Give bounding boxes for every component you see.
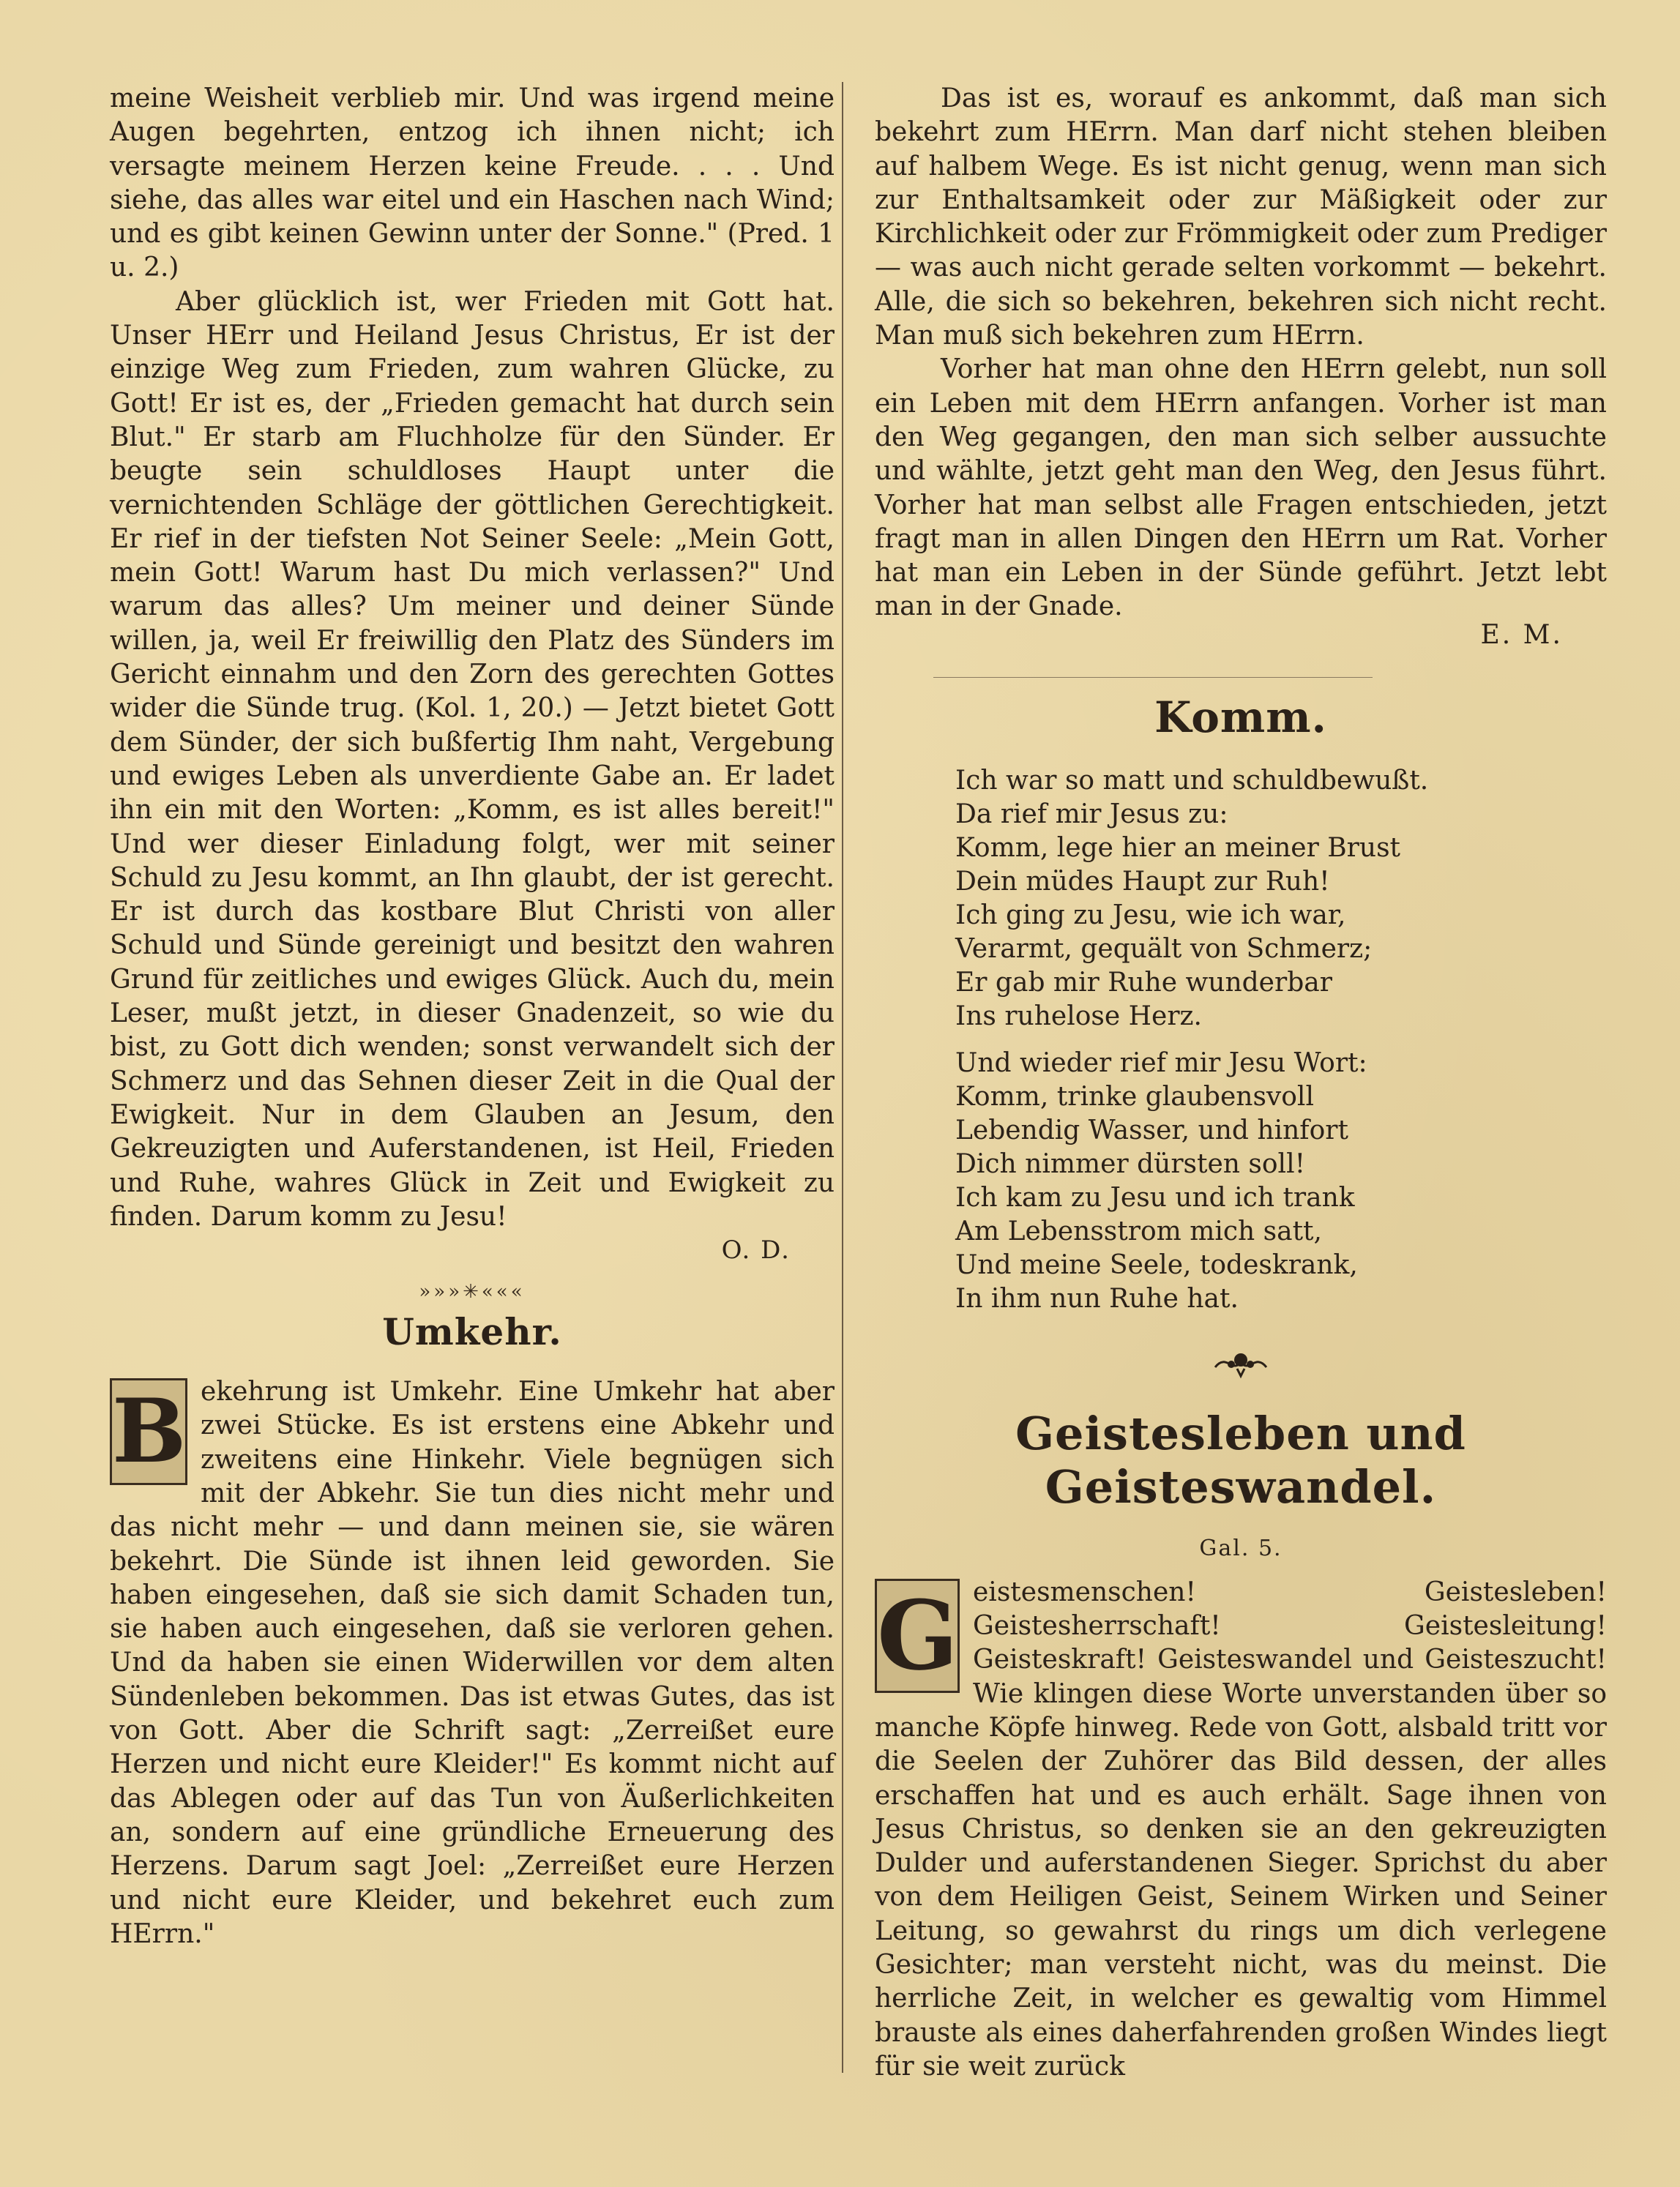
signature-em: E. M. bbox=[1480, 619, 1563, 650]
ornament-divider: »»»✳««« bbox=[419, 1281, 526, 1304]
flower-ornament-icon bbox=[875, 1345, 1607, 1382]
signature-od: O. D. bbox=[721, 1235, 791, 1266]
poem-line: Lebendig Wasser, und hinfort bbox=[955, 1115, 1348, 1145]
poem-line: Ich kam zu Jesu und ich trank bbox=[955, 1182, 1355, 1213]
section-rule bbox=[933, 677, 1373, 678]
scripture-reference: Gal. 5. bbox=[1199, 1535, 1283, 1561]
heading-umkehr: Umkehr. bbox=[382, 1310, 562, 1354]
geist-article bbox=[875, 1576, 1607, 2084]
heading-geistesleben: Geistesleben und Geisteswandel. bbox=[1015, 1406, 1466, 1514]
poem-line: Er gab mir Ruhe wunderbar bbox=[955, 967, 1332, 998]
right-paragraph-1: Das ist es, worauf es ankommt, daß man sich bekehrt zum HErrn. Man darf nicht stehen bleiben auf halbem Wege. Es ist nicht genug, wenn man sich zur Enthaltsamkeit oder zur Mäßigkeit oder zur Kirchlichkeit oder zur Frömmigkeit oder zum Prediger — was auch nicht gerade selten vorkommt — bekehrt. Alle, die sich so bekehren, bekehren sich nicht recht. Man muß sich bekehren zum HErrn. bbox=[875, 83, 1607, 351]
umkehr-article bbox=[110, 1375, 835, 1951]
poem-stanza-2 bbox=[955, 1047, 1607, 1316]
right-paragraph-2: Vorher hat man ohne den HErrn gelebt, nun soll ein Leben mit dem HErrn anfangen. Vorher ist man den Weg gegangen, den man sich selber aussuchte und wählte, jetzt geht man den Weg, den Jesus führt. Vorher hat man selbst alle Fragen entschieden, jetzt fragt man in allen Dingen den HErrn um Rat. Vorher hat man ein Leben in der Sünde geführt. Jetzt lebt man in der Gnade. bbox=[875, 354, 1607, 622]
poem-line: Dich nimmer dürsten soll! bbox=[955, 1148, 1306, 1179]
left-column bbox=[110, 82, 835, 1951]
poem-line: Da rief mir Jesus zu: bbox=[955, 799, 1228, 829]
poem-stanza-1 bbox=[955, 764, 1607, 1033]
poem-line: Komm, lege hier an meiner Brust bbox=[955, 832, 1401, 863]
poem-line: Verarmt, gequält von Schmerz; bbox=[955, 933, 1373, 964]
poem-line: In ihm nun Ruhe hat. bbox=[955, 1283, 1239, 1314]
poem-line: Und wieder rief mir Jesu Wort: bbox=[955, 1047, 1367, 1078]
poem-line: Komm, trinke glaubensvoll bbox=[955, 1081, 1314, 1112]
poem-komm bbox=[955, 764, 1607, 1316]
heading-komm: Komm. bbox=[1154, 692, 1327, 742]
poem-line: Ins ruhelose Herz. bbox=[955, 1001, 1202, 1031]
column-rule bbox=[842, 82, 843, 2073]
poem-line: Ich ging zu Jesu, wie ich war, bbox=[955, 900, 1346, 930]
left-paragraph-2: Aber glücklich ist, wer Frieden mit Gott hat. Unser HErr und Heiland Jesus Christus, Er ist der einzige Weg zum Frieden, zum wahren Glücke, zu Gott! Er ist es, der „Frieden gemacht hat durch sein Blut." Er starb am Fluchholze für den Sünder. Er beugte sein schuldloses Haupt unter die vernichtenden Schläge der göttlichen Gerechtigkeit. Er rief in der tiefsten Not Seiner Seele: „Mein Gott, mein Gott! Warum hast Du mich verlassen?" Und warum das alles? Um meiner und deiner Sünde willen, ja, weil Er freiwillig den Platz des Sünders im Gericht einnahm und den Zorn des gerechten Gottes wider die Sünde trug. (Kol. 1, 20.) — Jetzt bietet Gott dem Sünder, der sich bußfertig Ihm naht, Vergebung und ewiges Leben als unverdiente Gabe an. Er ladet ihn ein mit den Worten: „Komm, es ist alles bereit!" Und wer dieser Einladung folgt, wer mit seiner Schuld zu Jesu kommt, an Ihn glaubt, der ist gerecht. Er ist durch das kostbare Blut Christi von aller Schuld und Sünde gereinigt und besitzt den wahren Grund für zeitliches und ewiges Glück. Auch du, mein Leser, mußt jetzt, in dieser Gnadenzeit, so wie du bist, zu Gott dich wenden; sonst verwandelt sich der Schmerz und das Sehnen dieser Zeit in die Qual der Ewigkeit. Nur in dem Glauben an Jesum, den Gekreuzigten und Auferstandenen, ist Heil, Frieden und Ruhe, wahres Glück in Zeit und Ewigkeit zu finden. Darum komm zu Jesu! bbox=[110, 286, 835, 1232]
umkehr-paragraph: ekehrung ist Umkehr. Eine Umkehr hat aber zwei Stücke. Es ist erstens eine Abkehr und zweitens eine Hinkehr. Viele begnügen sich mit der Abkehr. Sie tun dies nicht mehr und das nicht mehr — und dann meinen sie, sie wären bekehrt. Die Sünde ist ihnen leid geworden. Sie haben eingesehen, daß sie sich damit Schaden tun, sie haben auch eingesehen, daß sie verloren gehen. Und da haben sie einen Widerwillen vor dem alten Sündenleben bekommen. Das ist etwas Gutes, das ist von Gott. Aber die Schrift sagt: „Zerreißet eure Herzen und nicht eure Kleider!" Es kommt nicht auf das Ablegen oder auf das Tun von Äußerlichkeiten an, sondern auf eine gründliche Erneuerung des Herzens. Darum sagt Joel: „Zerreißet eure Herzen und nicht eure Kleider, und bekehret euch zum HErrn." bbox=[110, 1377, 835, 1949]
dropcap-b: B bbox=[110, 1378, 187, 1485]
poem-line: Dein müdes Haupt zur Ruh! bbox=[955, 866, 1330, 897]
poem-line: Und meine Seele, todeskrank, bbox=[955, 1249, 1358, 1280]
flower-ornament-svg bbox=[1208, 1345, 1274, 1379]
poem-line: Ich war so matt und schuldbewußt. bbox=[955, 765, 1429, 796]
geist-paragraph: eistesmenschen! Geistesleben! Geistesherrschaft! Geistesleitung! Geisteskraft! Geisteswandel und Geisteszucht! Wie klingen diese Worte unverstanden über so manche Köpfe hinweg. Rede von Gott, alsbald tritt vor die Seelen der Zuhörer das Bild dessen, der alles erschaffen hat und es auch erhält. Sage ihnen von Jesus Christus, so denken sie an den gekreuzigten Dulder und auferstandenen Sieger. Sprichst du aber von dem Heiligen Geist, Seinem Wirken und Seiner Leitung, so gewahrst du rings um dich verlegene Gesichter; man versteht nicht, was du meinst. Die herrliche Zeit, in welcher es gewaltig vom Himmel brauste als eines daherfahrenden großen Windes liegt für sie weit zurück bbox=[875, 1577, 1607, 2082]
dropcap-g: G bbox=[875, 1579, 960, 1693]
right-column bbox=[875, 82, 1607, 2084]
left-paragraph-1: meine Weisheit verblieb mir. Und was irgend meine Augen begehrten, entzog ich ihnen nicht; ich versagte meinem Herzen keine Freude. . . . Und siehe, das alles war eitel und ein Haschen nach Wind; und es gibt keinen Gewinn unter der Sonne." (Pred. 1 u. 2.) bbox=[110, 83, 835, 283]
poem-line: Am Lebensstrom mich satt, bbox=[955, 1216, 1322, 1246]
